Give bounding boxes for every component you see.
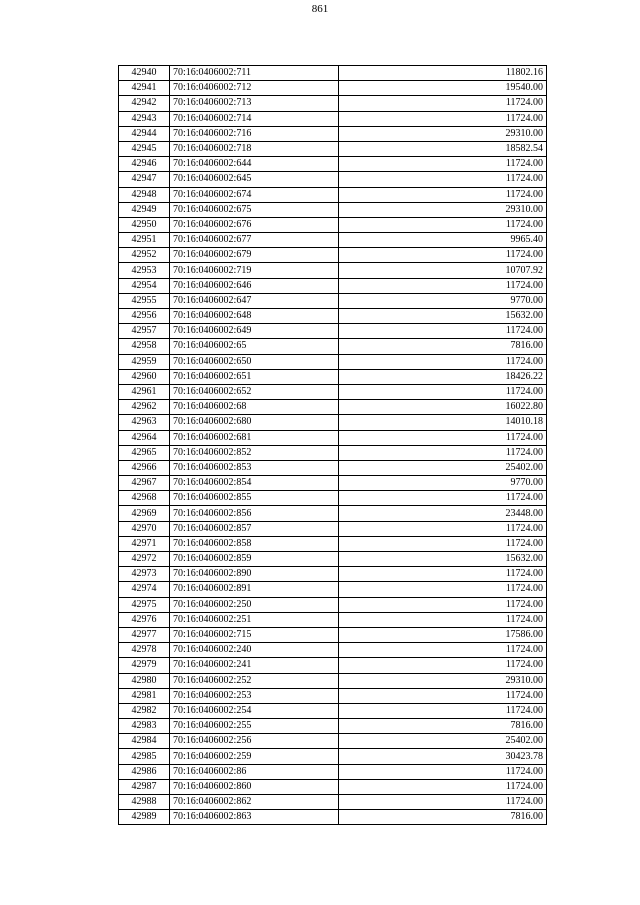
row-number-cell: 42947 [119,172,170,187]
table-row [119,111,547,126]
value-cell: 9965.40 [339,233,547,248]
value-cell: 11724.00 [339,217,547,232]
cadastral-number-cell: 70:16:0406002:713 [170,96,339,111]
value-cell: 7816.00 [339,339,547,354]
row-number-cell: 42959 [119,354,170,369]
value-cell: 15632.00 [339,309,547,324]
value-cell: 18582.54 [339,141,547,156]
table-row [119,779,547,794]
value-cell: 11724.00 [339,795,547,810]
row-number-cell: 42970 [119,521,170,536]
value-cell: 10707.92 [339,263,547,278]
table-row [119,491,547,506]
cadastral-number-cell: 70:16:0406002:679 [170,248,339,263]
row-number-cell: 42973 [119,567,170,582]
table-row [119,460,547,475]
table-row [119,476,547,491]
cadastral-number-cell: 70:16:0406002:858 [170,536,339,551]
value-cell: 11724.00 [339,445,547,460]
value-cell: 25402.00 [339,460,547,475]
value-cell: 11724.00 [339,521,547,536]
row-number-cell: 42953 [119,263,170,278]
row-number-cell: 42979 [119,658,170,673]
value-cell: 11724.00 [339,567,547,582]
cadastral-number-cell: 70:16:0406002:253 [170,688,339,703]
cadastral-value-table [118,65,547,825]
table-row [119,536,547,551]
table-row [119,658,547,673]
row-number-cell: 42982 [119,703,170,718]
row-number-cell: 42956 [119,309,170,324]
table-row [119,810,547,825]
table-row [119,415,547,430]
table-row [119,795,547,810]
cadastral-number-cell: 70:16:0406002:256 [170,734,339,749]
row-number-cell: 42989 [119,810,170,825]
row-number-cell: 42971 [119,536,170,551]
table-row [119,339,547,354]
cadastral-number-cell: 70:16:0406002:853 [170,460,339,475]
row-number-cell: 42969 [119,506,170,521]
table-row [119,187,547,202]
row-number-cell: 42987 [119,779,170,794]
value-cell: 11724.00 [339,384,547,399]
row-number-cell: 42977 [119,627,170,642]
cadastral-number-cell: 70:16:0406002:250 [170,597,339,612]
row-number-cell: 42964 [119,430,170,445]
cadastral-number-cell: 70:16:0406002:240 [170,643,339,658]
row-number-cell: 42976 [119,612,170,627]
row-number-cell: 42949 [119,202,170,217]
table-row [119,384,547,399]
table-row [119,521,547,536]
value-cell: 23448.00 [339,506,547,521]
cadastral-number-cell: 70:16:0406002:681 [170,430,339,445]
row-number-cell: 42945 [119,141,170,156]
row-number-cell: 42950 [119,217,170,232]
cadastral-number-cell: 70:16:0406002:719 [170,263,339,278]
cadastral-number-cell: 70:16:0406002:65 [170,339,339,354]
value-cell: 11724.00 [339,612,547,627]
value-cell: 15632.00 [339,552,547,567]
row-number-cell: 42974 [119,582,170,597]
row-number-cell: 42946 [119,157,170,172]
cadastral-number-cell: 70:16:0406002:677 [170,233,339,248]
table-row [119,324,547,339]
table-row [119,248,547,263]
value-cell: 11724.00 [339,172,547,187]
row-number-cell: 42958 [119,339,170,354]
table-row [119,688,547,703]
row-number-cell: 42985 [119,749,170,764]
value-cell: 30423.78 [339,749,547,764]
table-row [119,354,547,369]
table-row [119,445,547,460]
table-row [119,141,547,156]
row-number-cell: 42944 [119,126,170,141]
value-cell: 11724.00 [339,248,547,263]
value-cell: 11724.00 [339,643,547,658]
value-cell: 11724.00 [339,688,547,703]
table-row [119,293,547,308]
table-row [119,627,547,642]
value-cell: 11724.00 [339,96,547,111]
table-row [119,506,547,521]
row-number-cell: 42960 [119,369,170,384]
table-body [119,66,547,825]
cadastral-number-cell: 70:16:0406002:714 [170,111,339,126]
value-cell: 19540.00 [339,81,547,96]
row-number-cell: 42957 [119,324,170,339]
row-number-cell: 42968 [119,491,170,506]
value-cell: 11724.00 [339,187,547,202]
cadastral-number-cell: 70:16:0406002:68 [170,400,339,415]
table-row [119,217,547,232]
value-cell: 18426.22 [339,369,547,384]
row-number-cell: 42988 [119,795,170,810]
row-number-cell: 42986 [119,764,170,779]
page-number: 861 [311,3,329,15]
table-row [119,582,547,597]
row-number-cell: 42972 [119,552,170,567]
row-number-cell: 42980 [119,673,170,688]
cadastral-number-cell: 70:16:0406002:860 [170,779,339,794]
cadastral-number-cell: 70:16:0406002:680 [170,415,339,430]
table-row [119,233,547,248]
value-cell: 11724.00 [339,278,547,293]
cadastral-number-cell: 70:16:0406002:856 [170,506,339,521]
cadastral-number-cell: 70:16:0406002:712 [170,81,339,96]
value-cell: 29310.00 [339,126,547,141]
table-row [119,430,547,445]
cadastral-number-cell: 70:16:0406002:251 [170,612,339,627]
cadastral-number-cell: 70:16:0406002:645 [170,172,339,187]
row-number-cell: 42967 [119,476,170,491]
value-cell: 16022.80 [339,400,547,415]
table-row [119,126,547,141]
table-row [119,263,547,278]
row-number-cell: 42966 [119,460,170,475]
value-cell: 11724.00 [339,658,547,673]
row-number-cell: 42962 [119,400,170,415]
row-number-cell: 42954 [119,278,170,293]
cadastral-number-cell: 70:16:0406002:648 [170,309,339,324]
cadastral-number-cell: 70:16:0406002:891 [170,582,339,597]
cadastral-number-cell: 70:16:0406002:715 [170,627,339,642]
value-cell: 25402.00 [339,734,547,749]
value-cell: 7816.00 [339,810,547,825]
table-row [119,309,547,324]
value-cell: 14010.18 [339,415,547,430]
cadastral-number-cell: 70:16:0406002:252 [170,673,339,688]
cadastral-number-cell: 70:16:0406002:647 [170,293,339,308]
table-row [119,369,547,384]
cadastral-number-cell: 70:16:0406002:854 [170,476,339,491]
table-row [119,749,547,764]
value-cell: 11724.00 [339,157,547,172]
table-row [119,96,547,111]
cadastral-number-cell: 70:16:0406002:676 [170,217,339,232]
value-cell: 11724.00 [339,597,547,612]
cadastral-number-cell: 70:16:0406002:241 [170,658,339,673]
row-number-cell: 42943 [119,111,170,126]
cadastral-number-cell: 70:16:0406002:644 [170,157,339,172]
value-cell: 29310.00 [339,202,547,217]
row-number-cell: 42961 [119,384,170,399]
cadastral-number-cell: 70:16:0406002:675 [170,202,339,217]
row-number-cell: 42981 [119,688,170,703]
value-cell: 11724.00 [339,764,547,779]
table-row [119,734,547,749]
table-row [119,703,547,718]
table-row [119,567,547,582]
row-number-cell: 42983 [119,719,170,734]
cadastral-number-cell: 70:16:0406002:862 [170,795,339,810]
cadastral-number-cell: 70:16:0406002:86 [170,764,339,779]
table-row [119,202,547,217]
value-cell: 11724.00 [339,324,547,339]
cadastral-number-cell: 70:16:0406002:651 [170,369,339,384]
value-cell: 11724.00 [339,491,547,506]
row-number-cell: 42955 [119,293,170,308]
table-row [119,172,547,187]
table-row [119,66,547,81]
table-row [119,673,547,688]
table-row [119,643,547,658]
table-row [119,612,547,627]
cadastral-number-cell: 70:16:0406002:259 [170,749,339,764]
table-row [119,278,547,293]
value-cell: 9770.00 [339,293,547,308]
value-cell: 11724.00 [339,582,547,597]
table-row [119,597,547,612]
value-cell: 11802.16 [339,66,547,81]
value-cell: 17586.00 [339,627,547,642]
row-number-cell: 42942 [119,96,170,111]
cadastral-number-cell: 70:16:0406002:650 [170,354,339,369]
cadastral-number-cell: 70:16:0406002:718 [170,141,339,156]
row-number-cell: 42984 [119,734,170,749]
cadastral-number-cell: 70:16:0406002:857 [170,521,339,536]
table-row [119,157,547,172]
cadastral-number-cell: 70:16:0406002:863 [170,810,339,825]
cadastral-number-cell: 70:16:0406002:890 [170,567,339,582]
row-number-cell: 42948 [119,187,170,202]
cadastral-number-cell: 70:16:0406002:859 [170,552,339,567]
cadastral-number-cell: 70:16:0406002:255 [170,719,339,734]
table-row [119,552,547,567]
table-row [119,719,547,734]
table-row [119,764,547,779]
value-cell: 11724.00 [339,111,547,126]
value-cell: 29310.00 [339,673,547,688]
row-number-cell: 42952 [119,248,170,263]
row-number-cell: 42965 [119,445,170,460]
table-row [119,400,547,415]
value-cell: 11724.00 [339,354,547,369]
value-cell: 9770.00 [339,476,547,491]
cadastral-number-cell: 70:16:0406002:716 [170,126,339,141]
row-number-cell: 42951 [119,233,170,248]
value-cell: 7816.00 [339,719,547,734]
value-cell: 11724.00 [339,536,547,551]
value-cell: 11724.00 [339,703,547,718]
value-cell: 11724.00 [339,430,547,445]
row-number-cell: 42978 [119,643,170,658]
cadastral-number-cell: 70:16:0406002:646 [170,278,339,293]
cadastral-number-cell: 70:16:0406002:855 [170,491,339,506]
row-number-cell: 42940 [119,66,170,81]
table-row [119,81,547,96]
cadastral-number-cell: 70:16:0406002:674 [170,187,339,202]
row-number-cell: 42975 [119,597,170,612]
cadastral-number-cell: 70:16:0406002:254 [170,703,339,718]
row-number-cell: 42963 [119,415,170,430]
cadastral-number-cell: 70:16:0406002:649 [170,324,339,339]
cadastral-number-cell: 70:16:0406002:852 [170,445,339,460]
row-number-cell: 42941 [119,81,170,96]
cadastral-number-cell: 70:16:0406002:711 [170,66,339,81]
cadastral-number-cell: 70:16:0406002:652 [170,384,339,399]
value-cell: 11724.00 [339,779,547,794]
